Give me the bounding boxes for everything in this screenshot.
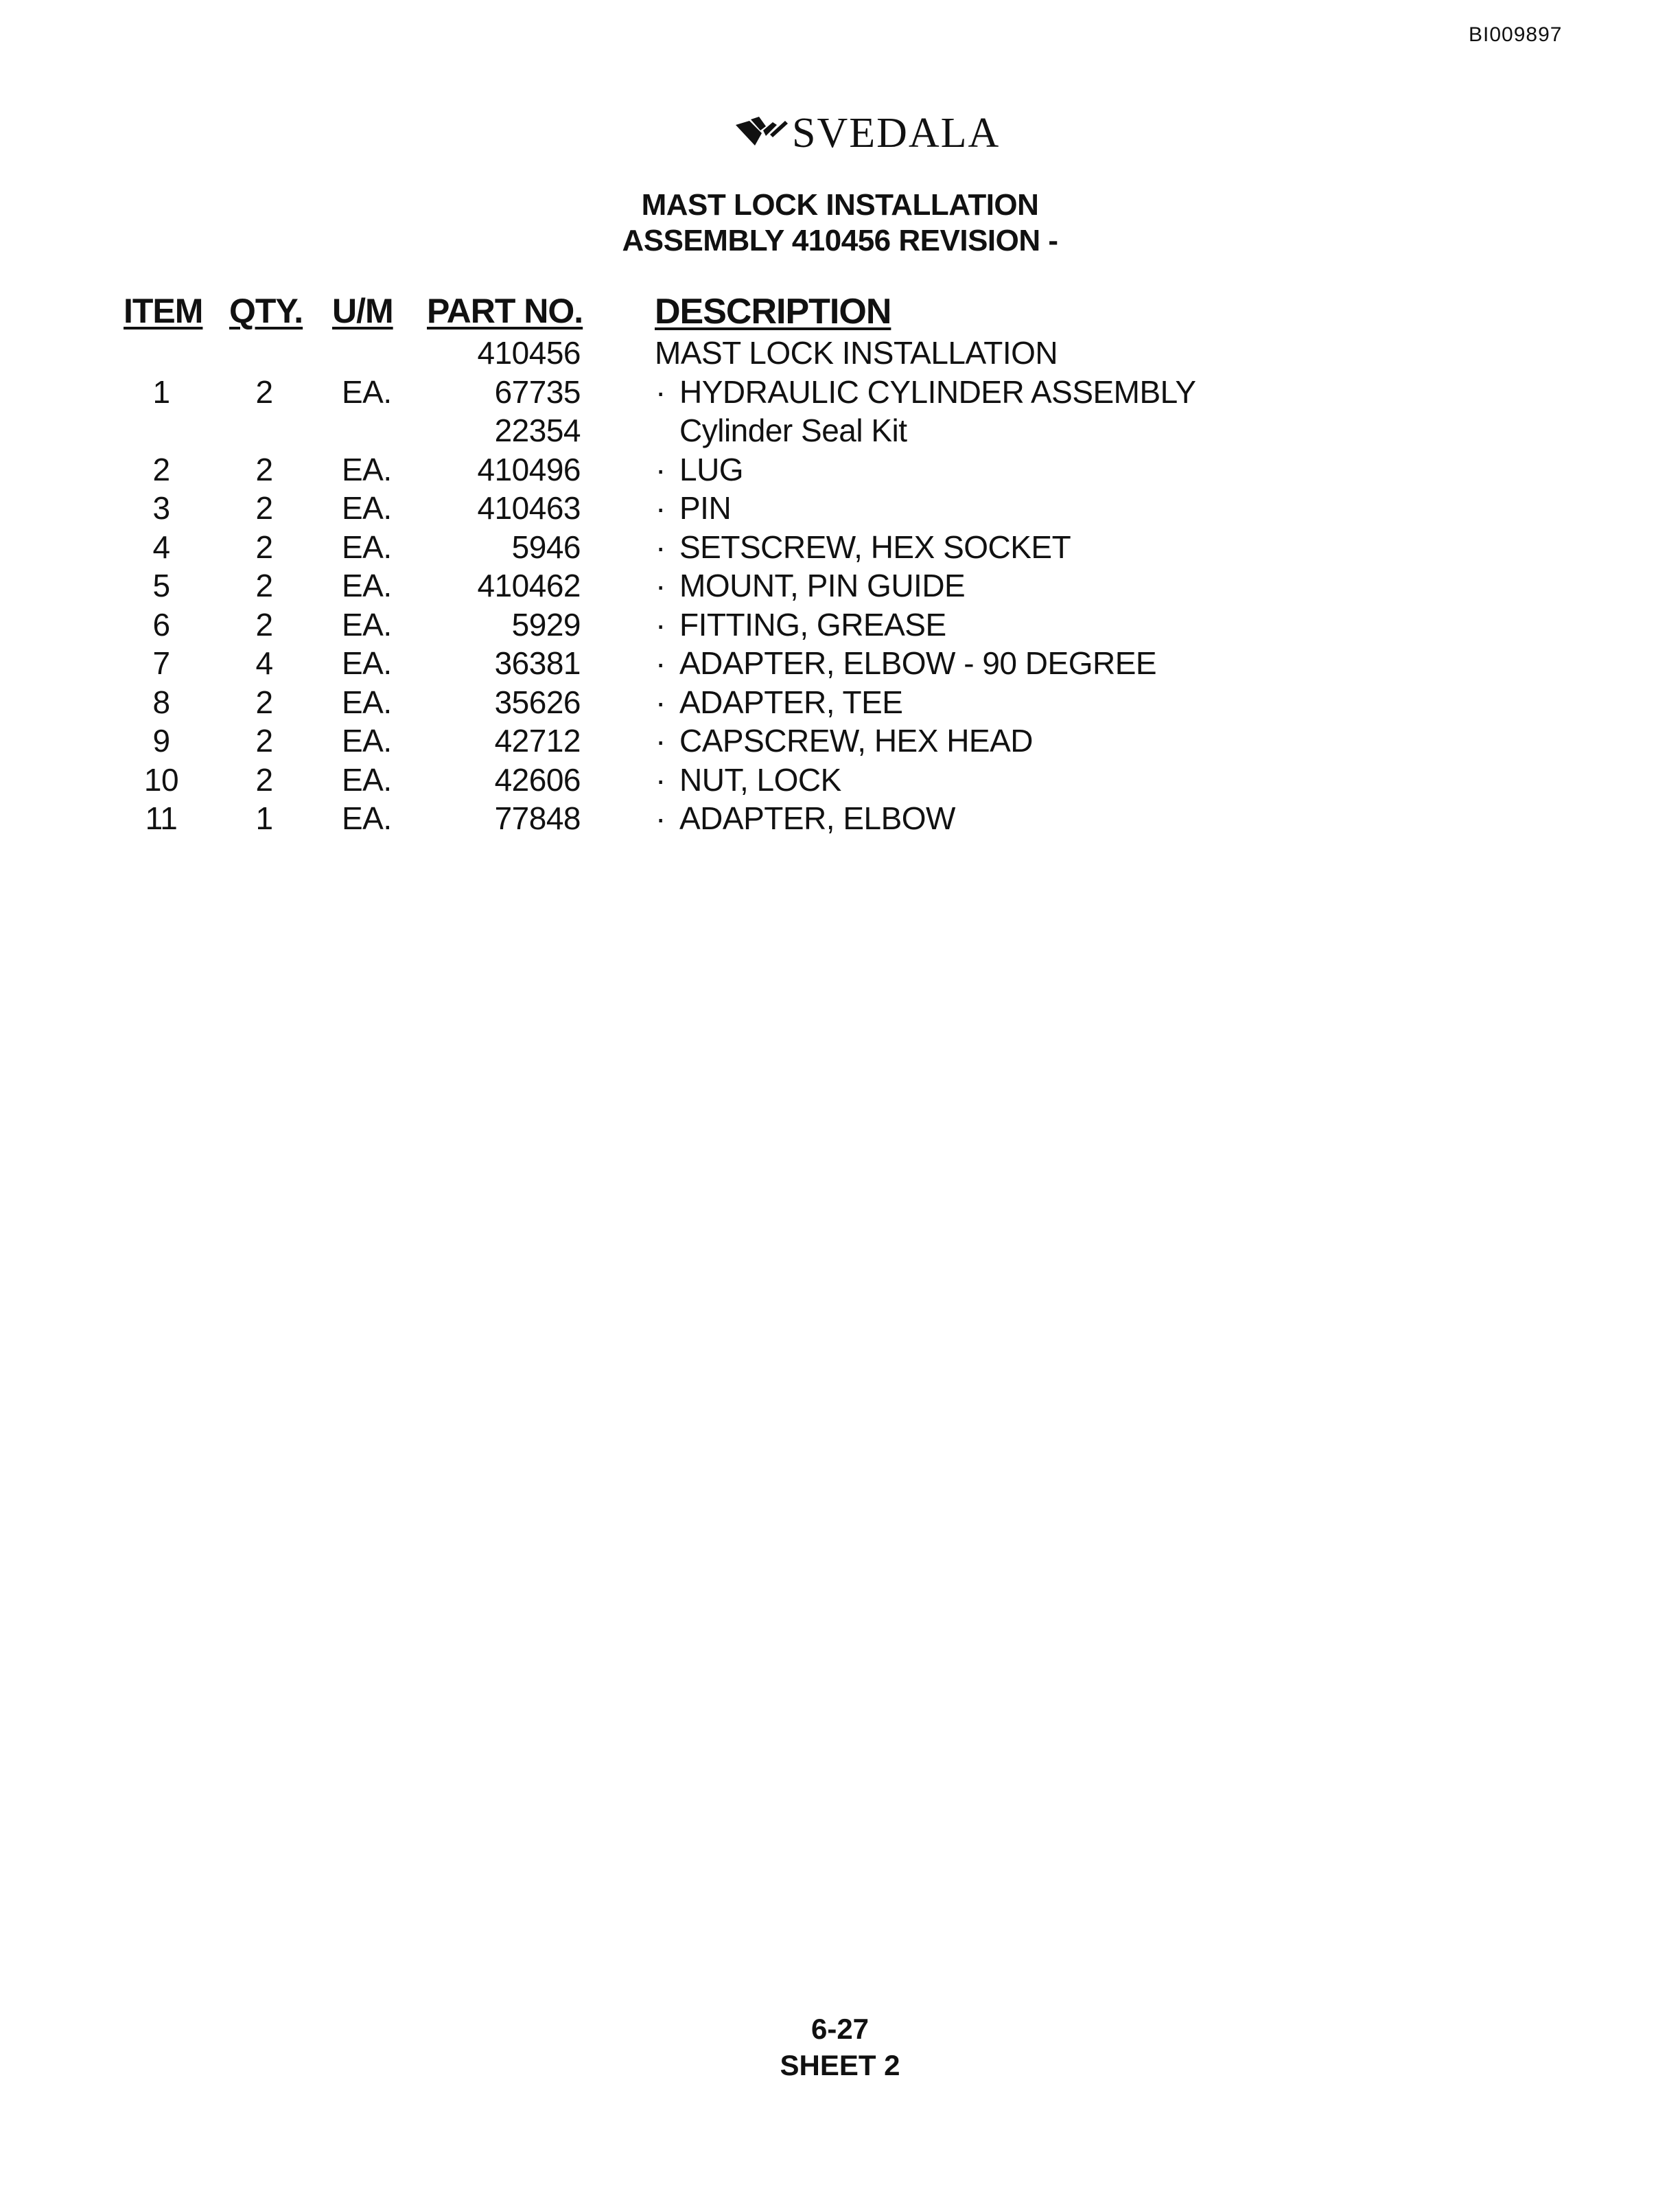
part-number: 42606: [494, 761, 581, 798]
unit-of-measure: EA.: [342, 568, 392, 603]
description: ADAPTER, TEE: [679, 684, 903, 720]
logo-text: SVEDALA: [792, 109, 1001, 157]
quantity: 2: [255, 529, 273, 565]
part-number: 35626: [494, 684, 581, 720]
bullet: ·: [655, 490, 666, 526]
quantity: 2: [255, 761, 273, 798]
unit-of-measure: EA.: [342, 373, 392, 410]
item-number: 10: [143, 761, 179, 798]
document-id: BI009897: [1469, 23, 1563, 46]
page-number: 6-27: [810, 2013, 870, 2045]
description: CAPSCREW, HEX HEAD: [679, 723, 1033, 759]
bullet: ·: [655, 606, 666, 643]
quantity: 4: [255, 645, 273, 681]
unit-of-measure: EA.: [342, 761, 392, 798]
part-number: 36381: [494, 645, 581, 681]
bullet: ·: [655, 645, 666, 681]
description: NUT, LOCK: [679, 761, 841, 798]
part-number: 42712: [494, 723, 581, 759]
table-row: [0, 489, 1680, 528]
parts-list: [0, 334, 1680, 838]
bullet: ·: [655, 529, 666, 565]
item-number: 11: [145, 800, 178, 836]
part-number: 410463: [477, 490, 581, 526]
description: SETSCREW, HEX SOCKET: [679, 529, 1071, 565]
bullet: ·: [655, 684, 666, 720]
item-number: 4: [152, 529, 170, 565]
description: Cylinder Seal Kit: [679, 413, 907, 448]
table-row: [0, 566, 1680, 605]
column-header-part-no: PART NO.: [427, 292, 583, 330]
quantity: 2: [255, 373, 273, 410]
table-row: [0, 799, 1680, 838]
quantity: 2: [255, 451, 273, 487]
table-row: [0, 450, 1680, 489]
quantity: 2: [255, 568, 273, 603]
description: MOUNT, PIN GUIDE: [679, 568, 966, 603]
unit-of-measure: EA.: [342, 800, 392, 836]
table-row: [0, 605, 1680, 645]
bullet: ·: [655, 761, 666, 798]
description: HYDRAULIC CYLINDER ASSEMBLY: [679, 373, 1196, 410]
item-number: 1: [152, 373, 170, 410]
item-number: 2: [152, 451, 170, 487]
part-number: 5946: [511, 529, 581, 565]
bullet: ·: [655, 568, 666, 603]
quantity: 2: [255, 723, 273, 759]
quantity: 2: [255, 684, 273, 720]
item-number: 9: [152, 723, 170, 759]
column-header-qty: QTY.: [229, 292, 303, 330]
table-row: [0, 683, 1680, 722]
bullet: ·: [655, 800, 666, 836]
description: MAST LOCK INSTALLATION: [655, 335, 1058, 371]
column-header-item: ITEM: [124, 292, 203, 330]
sheet-number: SHEET 2: [780, 2049, 900, 2081]
unit-of-measure: EA.: [342, 490, 392, 526]
description: ADAPTER, ELBOW: [679, 800, 955, 836]
page-title: MAST LOCK INSTALLATION: [641, 188, 1039, 222]
item-number: 5: [152, 568, 170, 603]
quantity: 1: [255, 800, 273, 836]
bullet: ·: [655, 723, 666, 759]
unit-of-measure: EA.: [342, 606, 392, 643]
quantity: 2: [255, 606, 273, 643]
description: FITTING, GREASE: [679, 606, 946, 643]
quantity: 2: [255, 490, 273, 526]
svedala-logo: [734, 108, 1000, 158]
item-number: 8: [152, 684, 170, 720]
item-number: 7: [152, 645, 170, 681]
part-number: 67735: [494, 373, 581, 410]
item-number: 6: [152, 606, 170, 643]
unit-of-measure: EA.: [342, 529, 392, 565]
table-row: [0, 411, 1680, 450]
assembly-subtitle: ASSEMBLY 410456 REVISION -: [622, 224, 1058, 257]
column-header-um: U/M: [332, 292, 393, 330]
part-number: 410462: [477, 568, 581, 603]
unit-of-measure: EA.: [342, 645, 392, 681]
table-row: [0, 334, 1680, 373]
unit-of-measure: EA.: [342, 451, 392, 487]
bullet: ·: [655, 451, 666, 487]
unit-of-measure: EA.: [342, 723, 392, 759]
column-header-description: DESCRIPTION: [655, 292, 891, 332]
table-row: [0, 721, 1680, 761]
table-row: [0, 644, 1680, 683]
description: ADAPTER, ELBOW - 90 DEGREE: [679, 645, 1157, 681]
svedala-bird-logo-icon: [734, 115, 788, 151]
table-row: [0, 761, 1680, 800]
part-number: 410456: [477, 335, 581, 371]
description: PIN: [679, 490, 732, 526]
part-number: 5929: [511, 606, 581, 643]
table-row: [0, 373, 1680, 412]
bullet: ·: [655, 373, 666, 410]
table-row: [0, 528, 1680, 567]
description: LUG: [679, 451, 744, 487]
part-number: 22354: [494, 413, 581, 448]
unit-of-measure: EA.: [342, 684, 392, 720]
part-number: 77848: [494, 800, 581, 836]
part-number: 410496: [477, 451, 581, 487]
item-number: 3: [152, 490, 170, 526]
